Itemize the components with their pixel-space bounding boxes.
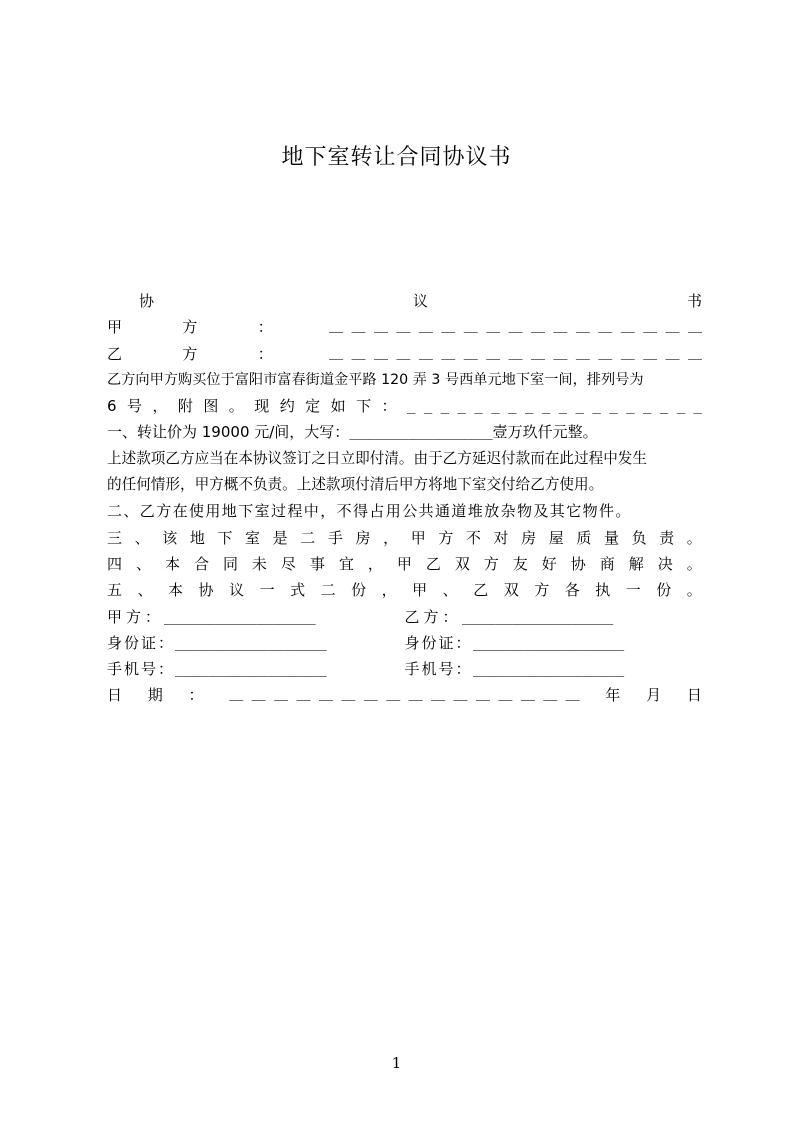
intro-char: 附 (177, 397, 193, 416)
id-number-line (107, 630, 702, 656)
clause-char: 质 (576, 528, 592, 547)
clause-char: 室 (245, 528, 261, 547)
clause-char: 甲 (410, 528, 426, 547)
clause-3-line (107, 525, 702, 551)
party-a-blank[interactable]: ＿ ＿ ＿ ＿ ＿ ＿ ＿ ＿ ＿ ＿ ＿ ＿ ＿ ＿ ＿ ＿ ＿ (329, 319, 702, 336)
intro-char: 图 (203, 397, 219, 416)
phone-label: 手机号： (107, 660, 176, 679)
heading-char: 议 (412, 292, 428, 310)
phone-party-a-blank[interactable]: __________________ (175, 661, 327, 678)
phone-party-b (405, 656, 703, 682)
intro-line-2 (107, 393, 702, 419)
clause-1-line (107, 419, 702, 445)
intro-char: ： (381, 397, 397, 416)
clause-char: 决 (657, 554, 673, 573)
intro-line (107, 367, 702, 393)
clause-2-line (107, 498, 702, 524)
intro-text: 乙方向甲方购买位于富阳市富春街道金平路 120 弄 3 号西单元地下室一间，排列号为 (107, 371, 644, 388)
clause-char: 合 (193, 554, 209, 573)
signature-party-b (405, 604, 703, 630)
clause-char: 宜 (338, 554, 354, 573)
clause-char: 二 (320, 581, 336, 600)
clause-char: 对 (493, 528, 509, 547)
clause-char: ， (383, 528, 399, 547)
clause-char: 不 (465, 528, 481, 547)
clause-1-suffix: 壹万玖仟元整。 (492, 423, 598, 442)
id-party-a-blank[interactable]: __________________ (175, 634, 327, 651)
id-label: 身份证： (107, 633, 176, 652)
clause-char: 双 (454, 554, 470, 573)
clause-char: 本 (164, 554, 180, 573)
sign-party-a-label: 甲方： (107, 607, 165, 626)
date-month: 月 (646, 686, 662, 705)
id-party-b-blank[interactable]: __________________ (472, 634, 625, 651)
clause-char: 负 (631, 528, 647, 547)
clause-1-line-3 (107, 472, 702, 498)
intro-char: 号 (126, 397, 142, 416)
party-b-blank[interactable]: ＿ ＿ ＿ ＿ ＿ ＿ ＿ ＿ ＿ ＿ ＿ ＿ ＿ ＿ ＿ ＿ ＿ (329, 345, 702, 362)
clause-char: 是 (272, 528, 288, 547)
clause-char: 量 (603, 528, 619, 547)
clause-1-prefix: 一、转让价为 19000 元/间，大写： (107, 423, 350, 442)
clause-char: ， (381, 581, 397, 600)
party-b-label-char: 方 (182, 344, 198, 363)
clause-char: 好 (541, 554, 557, 573)
clause-char: 、 (134, 528, 150, 547)
signature-party-line (107, 604, 702, 630)
clause-char: 甲 (396, 554, 412, 573)
clause-char: 协 (570, 554, 586, 573)
clause-4-line (107, 551, 702, 577)
clause-char: ， (367, 554, 383, 573)
phone-label: 手机号： (404, 660, 473, 679)
signature-party-a (107, 604, 405, 630)
intro-blank[interactable]: _ _ _ _ _ _ _ _ _ _ _ _ _ _ _ _ _ _ (406, 398, 702, 415)
clause-char: 三 (107, 528, 123, 547)
clause-1-line-2 (107, 446, 702, 472)
page-number: 1 (391, 1054, 402, 1072)
clause-2-text: 二、乙方在使用地下室过程中，不得占用公共通道堆放杂物及其它物件。 (107, 502, 632, 521)
date-line (107, 682, 702, 708)
date-blank[interactable]: ＿ ＿ ＿ ＿ ＿ ＿ ＿ ＿ ＿ ＿ ＿ ＿ ＿ ＿ ＿ ＿ (229, 687, 580, 704)
party-a-label-char: 方 (182, 318, 198, 337)
phone-party-a (107, 656, 405, 682)
clause-1-text: 上述款项乙方应当在本协议签订之日立即付清。由于乙方延迟付款而在此过程中发生 (107, 449, 647, 467)
page-title: 地下室转让合同协议书 (281, 145, 512, 170)
clause-1-blank[interactable]: _________________ (349, 424, 493, 441)
clause-char: 一 (259, 581, 275, 600)
party-a-label-char: 甲 (107, 318, 123, 337)
intro-char: ， (152, 397, 168, 416)
clause-char: 友 (512, 554, 528, 573)
intro-char: 如 (330, 397, 346, 416)
clause-char: 地 (189, 528, 205, 547)
clause-char: 责 (659, 528, 675, 547)
clause-char: 一 (625, 581, 641, 600)
party-b-label-char: 乙 (107, 344, 123, 363)
party-a-line (107, 314, 702, 340)
clause-char: 执 (595, 581, 611, 600)
clause-char: 尽 (280, 554, 296, 573)
clause-char: 各 (564, 581, 580, 600)
clause-char: 双 (503, 581, 519, 600)
clause-1-text: 的任何情形，甲方概不负责。上述款项付清后甲方将地下室交付给乙方使用。 (107, 476, 604, 494)
clause-char: 份 (351, 581, 367, 600)
date-year: 年 (605, 686, 621, 705)
clause-char: 协 (198, 581, 214, 600)
clause-char: 方 (438, 528, 454, 547)
clause-char: 甲 (412, 581, 428, 600)
clause-char: 同 (222, 554, 238, 573)
date-label-char: 期 (147, 686, 163, 705)
clause-char: 四 (107, 554, 123, 573)
clause-char: 式 (290, 581, 306, 600)
agreement-body (107, 288, 702, 709)
sign-party-b-blank[interactable]: __________________ (461, 608, 614, 625)
heading-char: 协 (139, 292, 155, 310)
intro-char: 下 (356, 397, 372, 416)
clause-char: 、 (442, 581, 458, 600)
sign-party-b-label: 乙方： (404, 607, 462, 626)
clause-char: 、 (137, 581, 153, 600)
id-party-a (107, 630, 405, 656)
intro-char: 现 (254, 397, 270, 416)
clause-char: 该 (162, 528, 178, 547)
clause-char: 房 (521, 528, 537, 547)
party-b-line (107, 341, 702, 367)
clause-char: 。 (686, 554, 702, 573)
phone-line (107, 656, 702, 682)
clause-char: 事 (309, 554, 325, 573)
clause-5-line (107, 577, 702, 603)
clause-char: 下 (217, 528, 233, 547)
phone-party-b-blank[interactable]: __________________ (472, 661, 625, 678)
clause-char: 本 (168, 581, 184, 600)
clause-char: 乙 (425, 554, 441, 573)
date-day: 日 (686, 686, 702, 705)
clause-char: 未 (251, 554, 267, 573)
clause-char: 解 (628, 554, 644, 573)
clause-char: 。 (686, 581, 702, 600)
party-b-label-char: ： (257, 344, 273, 363)
intro-char: 约 (279, 397, 295, 416)
party-a-label-char: ： (257, 318, 273, 337)
clause-char: 方 (534, 581, 550, 600)
date-label-char: ： (188, 686, 204, 705)
intro-char: 。 (228, 397, 244, 416)
clause-char: 乙 (473, 581, 489, 600)
id-party-b (405, 630, 703, 656)
intro-char: 6 (107, 397, 117, 416)
heading-char: 书 (686, 292, 702, 310)
clause-char: 手 (327, 528, 343, 547)
clause-char: 商 (599, 554, 615, 573)
clause-char: 议 (229, 581, 245, 600)
date-label-char: 日 (107, 686, 123, 705)
sign-party-a-blank[interactable]: __________________ (164, 608, 316, 625)
agreement-heading (107, 288, 702, 314)
clause-char: 五 (107, 581, 123, 600)
id-label: 身份证： (404, 633, 473, 652)
clause-char: 二 (300, 528, 316, 547)
clause-char: 。 (686, 528, 702, 547)
clause-char: 屋 (548, 528, 564, 547)
clause-char: 房 (355, 528, 371, 547)
clause-char: 方 (483, 554, 499, 573)
clause-char: 份 (656, 581, 672, 600)
intro-char: 定 (305, 397, 321, 416)
clause-char: 、 (135, 554, 151, 573)
